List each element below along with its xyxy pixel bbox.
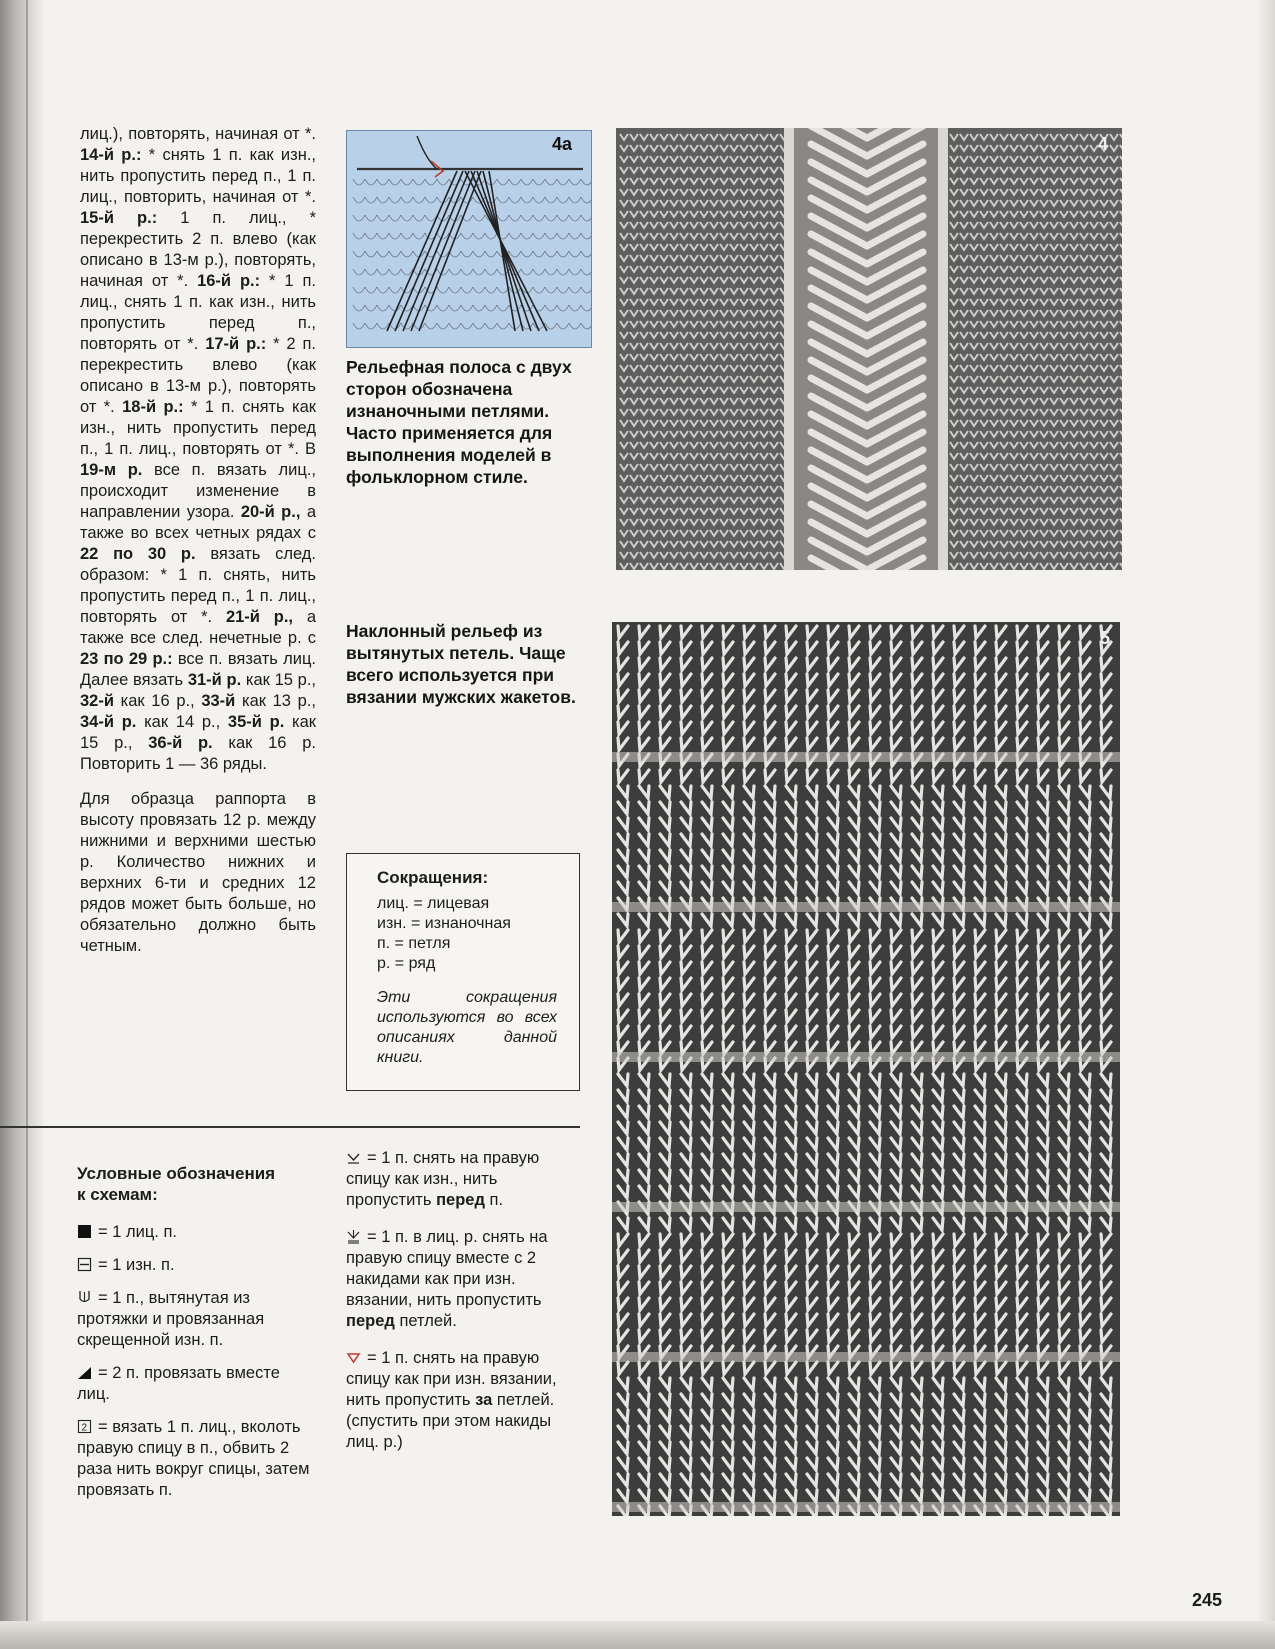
text-run: * 2 п. перекрестить влево (как описано в 13-м р.), повторять от *.: [80, 335, 317, 416]
bold-row-reference: 18-й р.:: [122, 398, 184, 416]
text-run: а также во всех четных рядах с: [80, 503, 316, 542]
triangle-left-icon: [77, 1365, 92, 1380]
bold-row-reference: 19-м р.: [80, 461, 143, 479]
text-run: 1 п. лиц., * перекрестить 2 п. влево (как описано в 13-м р.), повторять, начиная от *.: [80, 209, 316, 290]
text-run: все п. вязать лиц. Далее вязать: [80, 650, 316, 689]
text-run: как 14 р.,: [136, 713, 228, 731]
legend-title-line-2: к схемам:: [77, 1185, 158, 1204]
slip-with-yarnovers-icon: [346, 1229, 361, 1244]
figure-label-4a: 4a: [552, 134, 573, 154]
diagram-4a: [346, 130, 592, 348]
bold-row-reference: 35-й р.: [227, 713, 285, 731]
legend-item-text: = 1 лиц. п.: [98, 1223, 177, 1241]
book-spine-shadow: [0, 0, 44, 1649]
knit-texture-4: [616, 128, 1122, 570]
section-divider: [0, 1126, 580, 1128]
caption-photo-4: Рельефная полоса с двух сторон обозначена изнаночными петлями. Часто применяется для выполнения моделей в фольклорном стиле.: [346, 357, 572, 487]
text-run: петлей. (спустить при этом накиды лиц. р.): [346, 1391, 555, 1451]
svg-text:2: 2: [81, 1422, 88, 1434]
bold-row-reference: 31-й р.: [187, 671, 242, 689]
knit-texture-5: [612, 622, 1120, 1516]
text-run: = 1 п. в лиц. р. снять на правую спицу вместе с 2 накидами как при изн. вязании, нить пропустить: [346, 1228, 548, 1309]
text-run: как 15 р.,: [80, 713, 316, 752]
bold-row-reference: перед: [436, 1191, 485, 1209]
legend-item-text: [346, 1228, 548, 1330]
bold-row-reference: 20-й р.,: [240, 503, 301, 521]
abbreviation-item: р. = ряд: [377, 955, 436, 972]
abbreviations-box: [346, 853, 580, 1091]
bold-row-reference: 16-й р.:: [197, 272, 261, 290]
legend-left-column: [77, 1222, 313, 1513]
spine-fold-line: [26, 0, 28, 1649]
instructions-paragraph-2: Для образца раппорта в высоту провязать 12 р. между нижними и верхними шестью р. Количество нижних и верхних 6-ти и средних 12 рядов может быть больше, но обязательно должно быть четным.: [80, 790, 316, 955]
knit-photo-4: [616, 128, 1122, 570]
text-run: вязать след. образом: * 1 п. снять, нить пропустить перед п., 1 п. лиц., повторять от *.: [80, 545, 316, 626]
bold-row-reference: перед: [346, 1312, 395, 1330]
text-run: как 13 р.,: [235, 692, 316, 710]
slip-triangle-down-icon: [346, 1350, 361, 1365]
legend-right-column: [346, 1148, 582, 1465]
text-run: все п. вязать лиц., происходит изменение в направлении узора.: [80, 461, 316, 521]
bold-row-reference: 14-й р.:: [80, 146, 142, 164]
legend-item: [346, 1148, 582, 1211]
abbreviations-title: Сокращения:: [377, 868, 489, 887]
legend-item-text: = 1 изн. п.: [98, 1256, 175, 1274]
bold-row-reference: 23 по 29 р.:: [80, 650, 173, 668]
square-minus-icon: [77, 1257, 92, 1272]
abbreviation-item: п. = петля: [377, 935, 451, 952]
caption-photo-5: Наклонный рельеф из вытянутых петель. Чаще всего используется при вязании мужских жакетов.: [346, 621, 576, 707]
instructions-paragraph-1: [80, 124, 316, 775]
bold-row-reference: 15-й р.:: [80, 209, 158, 227]
text-run: лиц.), повторять, начиная от *.: [80, 125, 316, 143]
abbreviation-item: лиц. = лицевая: [377, 895, 490, 912]
slip-purlwise-icon: [346, 1150, 361, 1165]
text-run: как 15 р.,: [241, 671, 316, 689]
legend-title: [77, 1163, 275, 1205]
bold-row-reference: 33-й: [201, 692, 236, 710]
bold-row-reference: за: [475, 1391, 493, 1409]
text-run: петлей.: [394, 1312, 457, 1330]
bold-row-reference: 34-й р.: [80, 713, 137, 731]
photo-label-5: 5: [1100, 628, 1111, 648]
legend-item: [346, 1227, 582, 1332]
text-run: * снять 1 п. как изн., нить пропустить перед п., 1 п. лиц., повторить, начиная от *.: [80, 146, 316, 206]
text-run: = 1 п. снять на правую спицу как изн., нить пропустить: [346, 1149, 540, 1209]
page-bottom-edge: [0, 1621, 1275, 1649]
bold-row-reference: 17-й р.:: [205, 335, 267, 353]
legend-item-text: = вязать 1 п. лиц., вколоть правую спицу в п., обвить 2 раза нить вокруг спицы, затем провязать п.: [77, 1418, 310, 1499]
text-run: * 1 п. снять как изн., нить пропустить перед п., 1 п. лиц., повторять от *. В: [80, 398, 316, 458]
filled-square-icon: [77, 1224, 92, 1239]
instructions-column: [80, 124, 316, 957]
legend-item: [77, 1363, 313, 1405]
bold-row-reference: 32-й: [80, 692, 114, 710]
page-number: 245: [1192, 1590, 1223, 1610]
text-run: = 1 п. снять на правую спицу как при изн. вязании, нить пропустить: [346, 1349, 557, 1409]
legend-item-text: = 1 п., вытянутая из протяжки и провязанная скрещенной изн. п.: [77, 1289, 265, 1349]
text-run: п.: [484, 1191, 504, 1209]
number-two-box-icon: [77, 1419, 92, 1434]
legend-item-text: = 2 п. провязать вместе лиц.: [77, 1364, 280, 1403]
legend-item: [77, 1288, 313, 1351]
legend-item: [77, 1255, 313, 1276]
bold-row-reference: 21-й р.,: [225, 608, 294, 626]
legend-item-text: [346, 1149, 539, 1209]
text-run: как 16 р. Повторить 1 — 36 ряды.: [80, 734, 316, 773]
knit-photo-5: [612, 622, 1120, 1516]
text-run: а также все след. нечетные р. с: [80, 608, 317, 647]
elongated-loop-icon: [77, 1290, 92, 1305]
legend-item: [346, 1348, 582, 1453]
legend-item: [77, 1417, 313, 1501]
page-right-edge: [1257, 0, 1275, 1649]
legend-title-line-1: Условные обозначения: [77, 1164, 276, 1183]
abbreviations-note: Эти сокращения используются во всех описаниях данной книги.: [377, 989, 557, 1066]
text-run: * 1 п. лиц., снять 1 п. как изн., нить пропустить перед п., повторять от *.: [80, 272, 316, 353]
text-run: как 16 р.,: [114, 692, 202, 710]
abbreviation-item: изн. = изнаночная: [377, 915, 511, 932]
legend-item-text: [346, 1349, 557, 1451]
legend-item: [77, 1222, 313, 1243]
photo-label-4: 4: [1098, 134, 1109, 154]
stitch-diagram-svg: [347, 131, 591, 347]
bold-row-reference: 36-й р.: [148, 734, 213, 752]
bold-row-reference: 22 по 30 р.: [80, 545, 196, 563]
